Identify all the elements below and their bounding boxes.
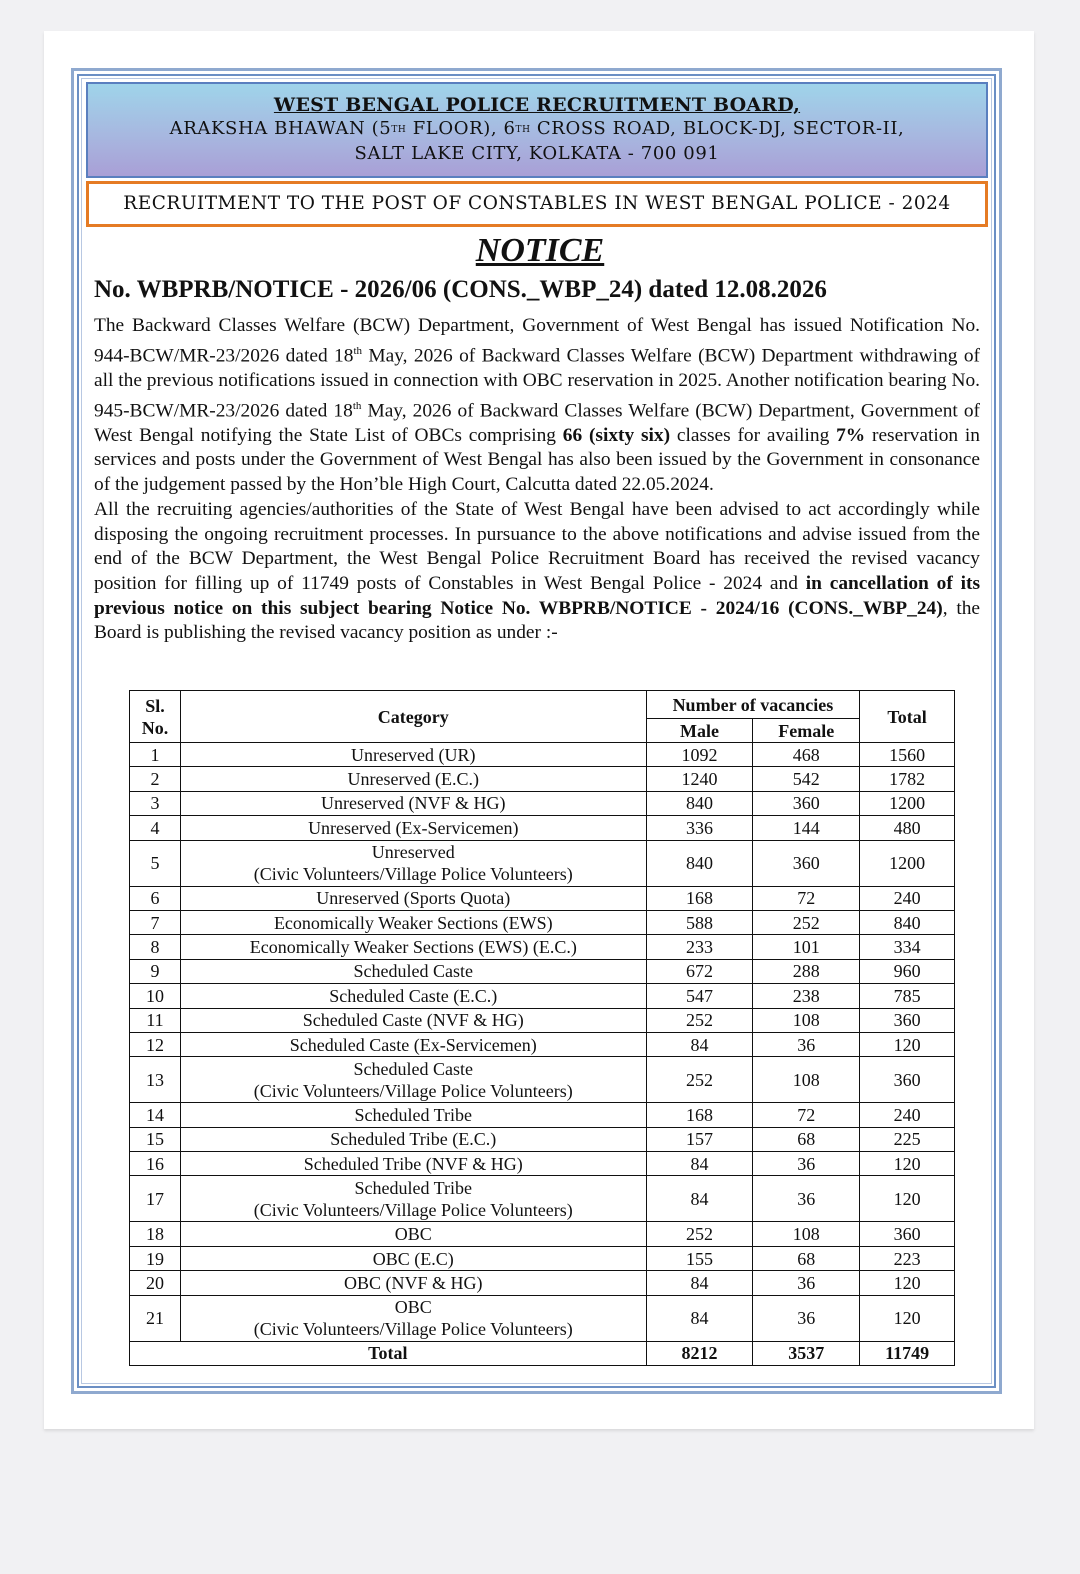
female-cell: 36: [753, 1032, 860, 1056]
vacancy-table: [129, 690, 955, 1366]
total-cell: 225: [860, 1127, 955, 1151]
category-cell: Unreserved (E.C.): [180, 767, 646, 791]
total-cell: 1560: [860, 743, 955, 767]
table-row: [130, 1057, 955, 1103]
category-cell: Economically Weaker Sections (EWS): [180, 910, 646, 934]
sl-no-cell: 2: [130, 767, 181, 791]
category-cell: Unreserved (Ex-Servicemen): [180, 816, 646, 840]
header-vacancies: Number of vacancies: [646, 691, 860, 719]
female-cell: 108: [753, 1008, 860, 1032]
category-cell: OBC (Civic Volunteers/Village Police Volunteers): [180, 1295, 646, 1341]
table-row: [130, 1271, 955, 1295]
table-row: [130, 743, 955, 767]
sl-no-cell: 12: [130, 1032, 181, 1056]
header-male: Male: [646, 719, 753, 743]
table-row: [130, 1246, 955, 1270]
table-row: [130, 1032, 955, 1056]
total-cell: 1200: [860, 791, 955, 815]
female-cell: 108: [753, 1057, 860, 1103]
category-cell: Unreserved (Sports Quota): [180, 886, 646, 910]
male-cell: 84: [646, 1271, 753, 1295]
notice-body: [94, 314, 980, 646]
category-cell: Scheduled Caste (NVF & HG): [180, 1008, 646, 1032]
male-cell: 588: [646, 910, 753, 934]
total-cell: 840: [860, 910, 955, 934]
total-cell: 240: [860, 1103, 955, 1127]
female-cell: 68: [753, 1127, 860, 1151]
table-row: [130, 886, 955, 910]
male-cell: 672: [646, 959, 753, 983]
header-female: Female: [753, 719, 860, 743]
male-cell: 252: [646, 1008, 753, 1032]
table-row: [130, 1008, 955, 1032]
category-cell: Scheduled Caste (Civic Volunteers/Village Police Volunteers): [180, 1057, 646, 1103]
male-cell: 840: [646, 791, 753, 815]
category-cell: OBC (E.C): [180, 1246, 646, 1270]
male-cell: 157: [646, 1127, 753, 1151]
total-cell: 360: [860, 1222, 955, 1246]
category-cell: Scheduled Caste (E.C.): [180, 984, 646, 1008]
total-cell: 960: [860, 959, 955, 983]
total-male: 8212: [646, 1341, 753, 1365]
category-cell: Scheduled Tribe (E.C.): [180, 1127, 646, 1151]
total-all: 11749: [860, 1341, 955, 1365]
table-row: [130, 791, 955, 815]
male-cell: 547: [646, 984, 753, 1008]
category-cell: Scheduled Tribe (Civic Volunteers/Village Police Volunteers): [180, 1176, 646, 1222]
header-total: Total: [860, 691, 955, 743]
male-cell: 168: [646, 886, 753, 910]
male-cell: 155: [646, 1246, 753, 1270]
recruitment-title: RECRUITMENT TO THE POST OF CONSTABLES IN WEST BENGAL POLICE - 2024: [86, 181, 988, 227]
table-row: [130, 1295, 955, 1341]
category-cell: OBC: [180, 1222, 646, 1246]
female-cell: 288: [753, 959, 860, 983]
total-cell: 223: [860, 1246, 955, 1270]
total-cell: 240: [860, 886, 955, 910]
female-cell: 68: [753, 1246, 860, 1270]
sl-no-cell: 11: [130, 1008, 181, 1032]
female-cell: 36: [753, 1152, 860, 1176]
total-cell: 1200: [860, 840, 955, 886]
sl-no-cell: 6: [130, 886, 181, 910]
table-row: [130, 1103, 955, 1127]
female-cell: 72: [753, 886, 860, 910]
sl-no-cell: 10: [130, 984, 181, 1008]
category-cell: OBC (NVF & HG): [180, 1271, 646, 1295]
sl-no-cell: 17: [130, 1176, 181, 1222]
sl-no-cell: 18: [130, 1222, 181, 1246]
category-cell: Scheduled Tribe (NVF & HG): [180, 1152, 646, 1176]
table-row: [130, 1222, 955, 1246]
sl-no-cell: 1: [130, 743, 181, 767]
total-cell: 120: [860, 1032, 955, 1056]
sl-no-cell: 19: [130, 1246, 181, 1270]
sl-no-cell: 8: [130, 935, 181, 959]
sl-no-cell: 7: [130, 910, 181, 934]
female-cell: 252: [753, 910, 860, 934]
female-cell: 360: [753, 840, 860, 886]
board-name: WEST BENGAL POLICE RECRUITMENT BOARD,: [273, 94, 801, 116]
category-cell: Unreserved (UR): [180, 743, 646, 767]
female-cell: 36: [753, 1271, 860, 1295]
sl-no-cell: 9: [130, 959, 181, 983]
male-cell: 252: [646, 1057, 753, 1103]
total-cell: 120: [860, 1295, 955, 1341]
notice-number: No. WBPRB/NOTICE - 2026/06 (CONS._WBP_24) dated 12.08.2026: [94, 276, 827, 303]
table-row: [130, 984, 955, 1008]
table-row: [130, 840, 955, 886]
female-cell: 36: [753, 1176, 860, 1222]
male-cell: 840: [646, 840, 753, 886]
female-cell: 468: [753, 743, 860, 767]
total-row: [130, 1341, 955, 1365]
board-address-line-2: SALT LAKE CITY, KOLKATA - 700 091: [354, 143, 720, 164]
sl-no-cell: 14: [130, 1103, 181, 1127]
total-cell: 360: [860, 1008, 955, 1032]
header-sl-no: Sl. No.: [130, 691, 181, 743]
sl-no-cell: 21: [130, 1295, 181, 1341]
table-row: [130, 959, 955, 983]
table-row: [130, 816, 955, 840]
board-address-line-1: ARAKSHA BHAWAN (5TH FLOOR), 6TH CROSS ROAD, BLOCK-DJ, SECTOR-II,: [169, 118, 905, 139]
sl-no-cell: 13: [130, 1057, 181, 1103]
male-cell: 84: [646, 1032, 753, 1056]
sl-no-cell: 16: [130, 1152, 181, 1176]
category-cell: Scheduled Tribe: [180, 1103, 646, 1127]
male-cell: 1092: [646, 743, 753, 767]
header-category: Category: [180, 691, 646, 743]
total-cell: 785: [860, 984, 955, 1008]
female-cell: 238: [753, 984, 860, 1008]
female-cell: 360: [753, 791, 860, 815]
female-cell: 542: [753, 767, 860, 791]
total-label: Total: [130, 1341, 647, 1365]
total-cell: 334: [860, 935, 955, 959]
board-header: [86, 82, 988, 178]
sl-no-cell: 4: [130, 816, 181, 840]
sl-no-cell: 15: [130, 1127, 181, 1151]
total-cell: 120: [860, 1152, 955, 1176]
sl-no-cell: 20: [130, 1271, 181, 1295]
total-cell: 120: [860, 1271, 955, 1295]
total-cell: 360: [860, 1057, 955, 1103]
female-cell: 101: [753, 935, 860, 959]
male-cell: 252: [646, 1222, 753, 1246]
paragraph-2: All the recruiting agencies/authorities of the State of West Bengal have been advised to act accordingly while disposing the ongoing recruitment processes. In pursuance to the above notifications and advise issued from the end of the BCW Department, the West Bengal Police Recruitment Board has received the revised vacancy position for filling up of 11749 posts of Constables in West Bengal Police - 2024 and in cancellation of its previous notice on this subject bearing Notice No. WBPRB/NOTICE - 2024/16 (CONS._WBP_24), the Board is publishing the revised vacancy position as under :-: [94, 498, 981, 644]
female-cell: 72: [753, 1103, 860, 1127]
category-cell: Unreserved (Civic Volunteers/Village Police Volunteers): [180, 840, 646, 886]
table-row: [130, 1176, 955, 1222]
female-cell: 36: [753, 1295, 860, 1341]
notice-heading: NOTICE: [475, 232, 605, 269]
total-cell: 480: [860, 816, 955, 840]
male-cell: 84: [646, 1152, 753, 1176]
category-cell: Unreserved (NVF & HG): [180, 791, 646, 815]
table-row: [130, 767, 955, 791]
table-row: [130, 1127, 955, 1151]
category-cell: Scheduled Caste (Ex-Servicemen): [180, 1032, 646, 1056]
male-cell: 84: [646, 1295, 753, 1341]
male-cell: 1240: [646, 767, 753, 791]
category-cell: Economically Weaker Sections (EWS) (E.C.): [180, 935, 646, 959]
category-cell: Scheduled Caste: [180, 959, 646, 983]
table-row: [130, 910, 955, 934]
male-cell: 84: [646, 1176, 753, 1222]
table-row: [130, 1152, 955, 1176]
sl-no-cell: 3: [130, 791, 181, 815]
male-cell: 233: [646, 935, 753, 959]
paragraph-1: The Backward Classes Welfare (BCW) Department, Government of West Bengal has issued Notification No. 944-BCW/MR-23/2026 dated 18th May, 2026 of Backward Classes Welfare (BCW) Department withdrawing of all the previous notifications issued in connection with OBC reservation in 2025. Another notification bearing No. 945-BCW/MR-23/2026 dated 18th May, 2026 of Backward Classes Welfare (BCW) Department, Government of West Bengal notifying the State List of OBCs comprising 66 (sixty six) classes for availing 7% reservation in services and posts under the Government of West Bengal has also been issued by the Government in consonance of the judgement passed by the Hon’ble High Court, Calcutta dated 22.05.2024.: [94, 315, 981, 496]
female-cell: 144: [753, 816, 860, 840]
male-cell: 336: [646, 816, 753, 840]
sl-no-cell: 5: [130, 840, 181, 886]
table-row: [130, 935, 955, 959]
female-cell: 108: [753, 1222, 860, 1246]
total-cell: 120: [860, 1176, 955, 1222]
total-cell: 1782: [860, 767, 955, 791]
male-cell: 168: [646, 1103, 753, 1127]
total-female: 3537: [753, 1341, 860, 1365]
